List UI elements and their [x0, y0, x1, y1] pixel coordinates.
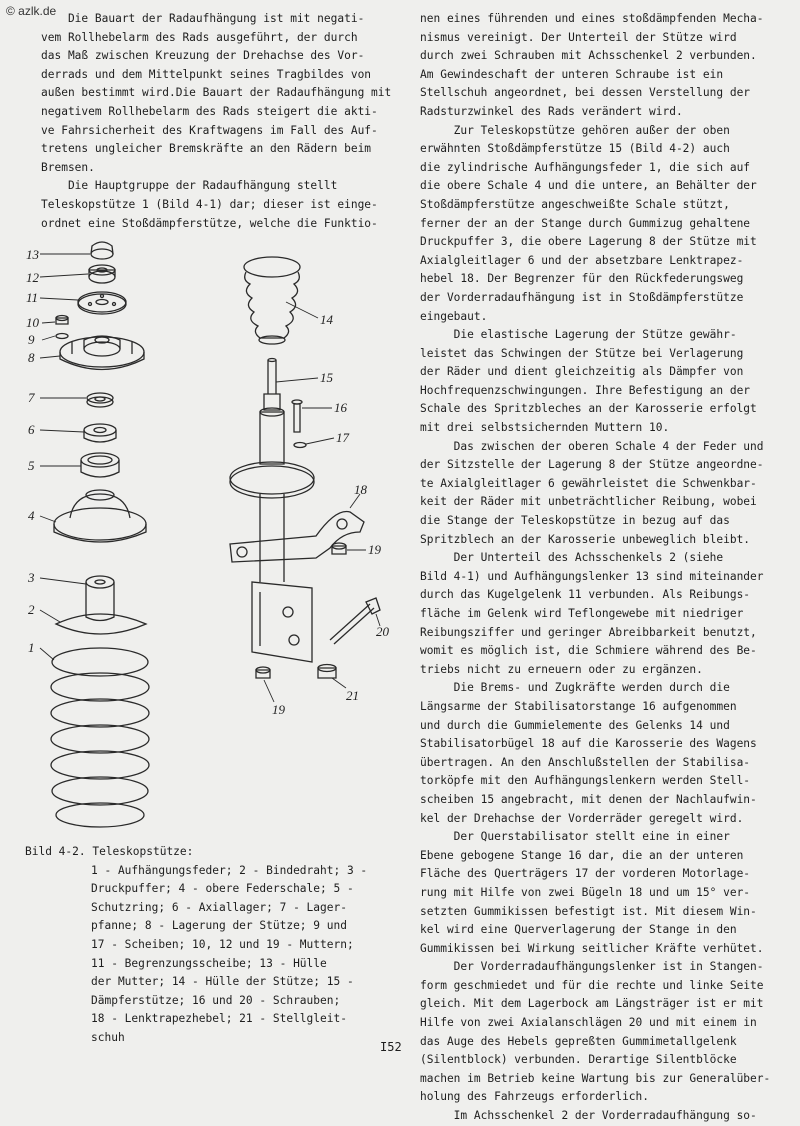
label-11: 11	[26, 290, 39, 305]
text-line: torköpfe mit den Aufhängungslenkern werden Stell-	[420, 774, 751, 788]
label-3: 3	[28, 570, 35, 585]
text-line: Das zwischen der oberen Schale 4 der Feder und	[420, 439, 764, 453]
text-line: ve Fahrsicherheit des Kraftwagens im Fall des Auf-	[41, 123, 378, 137]
text-line: erwähnten Stoßdämpferstütze 15 (Bild 4-2) auch	[420, 142, 730, 156]
text-line: gleich. Mit dem Lagerbock am Längsträger ist er mit	[420, 997, 764, 1011]
text-line: Gummikissen bei Wirkung seitlicher Kräfte verhütet.	[420, 941, 764, 955]
text-line: Zur Teleskopstütze gehören außer der oben	[420, 123, 730, 137]
part-9-washer	[56, 334, 68, 339]
text-line: Druckpuffer 3, die obere Lagerung 8 der Stütze mit	[420, 235, 757, 249]
text-line: Die elastische Lagerung der Stütze gewähr-	[420, 328, 737, 342]
text-line: das Auge des Hebels gepreßten Gummimetallgelenk	[420, 1034, 737, 1048]
part-13-nut-cap	[91, 242, 113, 259]
text-line: Bremsen.	[41, 160, 95, 174]
text-line: außen bestimmt wird.Die Bauart der Radaufhängung mit	[41, 86, 392, 100]
label-19-lower: 19	[272, 702, 285, 717]
figure-caption	[25, 843, 385, 1048]
text-line: keit der Räder mit unbeträchtlicher Reibung, wobei	[420, 495, 757, 509]
text-line: die zylindrische Aufhängungsfeder 1, die sich auf	[420, 160, 751, 174]
text-line: scheiben 15 angebracht, mit denen der Nachlaufwin-	[420, 792, 757, 806]
text-line: form geschmiedet und für die rechte und linke Seite	[420, 978, 764, 992]
caption-line: Schutzring; 6 - Axiallager; 7 - Lager-	[91, 900, 347, 914]
part-17-washer	[294, 443, 306, 448]
label-18: 18	[354, 482, 367, 497]
label-6: 6	[28, 422, 35, 437]
text-line: Bild 4-1) und Aufhängungslenker 13 sind miteinander	[420, 569, 764, 583]
caption-line: 1 - Aufhängungsfeder; 2 - Bindedraht; 3 -	[91, 863, 368, 877]
text-line: mit drei selbstsichernden Muttern 10.	[420, 421, 670, 435]
text-line: Radsturzwinkel des Rads verändert wird.	[420, 104, 683, 118]
text-line: Fläche des Querträgers 17 der vorderen Motorlage-	[420, 867, 751, 881]
part-14-strut-boot	[244, 257, 300, 344]
text-line: setzten Gummikissen befestigt ist. Mit diesem Win-	[420, 904, 757, 918]
text-line: der Vorderradaufhängung ist in Stoßdämpferstütze	[420, 290, 744, 304]
text-line: der Räder und dient gleichzeitig als Dämpfer von	[420, 365, 744, 379]
caption-title: Bild 4-2. Teleskopstütze:	[25, 845, 194, 858]
text-line: übertragen. An den Anschlußstellen der Stabilisa-	[420, 755, 751, 769]
text-line: nismus vereinigt. Der Unterteil der Stütze wird	[420, 30, 737, 44]
part-11-limiter-disc	[78, 292, 126, 314]
part-4-upper-spring-seat	[54, 490, 146, 542]
part-20-bolt	[330, 598, 380, 644]
text-line: Axialgleitlager 6 und der absetzbare Lenktrapez-	[420, 253, 744, 267]
text-line: Am Gewindeschaft der unteren Schraube ist ein	[420, 67, 724, 81]
label-16: 16	[334, 400, 347, 415]
text-line: vem Rollhebelarm des Rads ausgeführt, der durch	[41, 30, 358, 44]
watermark: © azlk.de	[6, 4, 57, 18]
part-5-protective-ring	[81, 453, 119, 477]
text-line: Die Brems- und Zugkräfte werden durch die	[420, 681, 730, 695]
text-line: Hochfrequenzschwingungen. Ihre Befestigung an der	[420, 383, 751, 397]
part-16-bolt	[292, 400, 302, 432]
text-line: Der Querstabilisator stellt eine in einer	[420, 830, 730, 844]
text-line: derrads und dem Mittelpunkt seines Tragbildes von	[41, 67, 372, 81]
text-line: hebel 18. Der Begrenzer für den Rückfederungsweg	[420, 272, 744, 286]
label-8: 8	[28, 350, 35, 365]
caption-line: 11 - Begrenzungsscheibe; 13 - Hülle	[91, 956, 327, 970]
text-line: ordnet eine Stoßdämpferstütze, welche die Funktio-	[41, 216, 378, 230]
text-line: negativem Rollhebelarm des Rads steigert die akti-	[41, 104, 378, 118]
label-9: 9	[28, 332, 35, 347]
text-line: Die Hauptgruppe der Radaufhängung stellt	[41, 179, 338, 193]
label-1: 1	[28, 640, 35, 655]
part-15-damper-strut	[230, 359, 314, 663]
caption-line: schuh	[91, 1030, 125, 1044]
part-2-binding-wire	[56, 614, 146, 634]
text-line: Längsarme der Stabilisatorstange 16 aufgenommen	[420, 699, 737, 713]
text-line: (Silentblock) verbunden. Derartige Silentblöcke	[420, 1053, 737, 1067]
text-line: eingebaut.	[420, 309, 488, 323]
part-8-strut-mount	[60, 336, 144, 370]
text-line: Hilfe von zwei Axialanschlägen 20 und mit einem in	[420, 1016, 757, 1030]
text-line: tretens ungleicher Bremskräfte an den Rädern beim	[41, 142, 372, 156]
text-line: Im Achsschenkel 2 der Vorderradaufhängung so-	[420, 1109, 757, 1123]
text-line: ferner der an der Stange durch Gummizug gehaltene	[420, 216, 751, 230]
label-2: 2	[28, 602, 35, 617]
text-line: kel der Drehachse der Vorderräder geregelt wird.	[420, 811, 744, 825]
text-line: triebs nicht zu erneuern oder zu ergänzen.	[420, 662, 703, 676]
text-line: Ebene gebogene Stange 16 dar, die an der unteren	[420, 848, 744, 862]
part-7-bearing-cup	[87, 393, 113, 407]
part-6-axial-bearing	[84, 424, 116, 442]
label-10: 10	[26, 315, 39, 330]
caption-line: Dämpferstütze; 16 und 20 - Schrauben;	[91, 993, 341, 1007]
label-20: 20	[376, 624, 389, 639]
text-line: Reibungsziffer und geringer Abreibbarkeit benutzt,	[420, 625, 757, 639]
text-line: durch das Kugelgelenk 11 verbunden. Als Reibungs-	[420, 588, 751, 602]
caption-line: 17 - Scheiben; 10, 12 und 19 - Muttern;	[91, 937, 354, 951]
label-14: 14	[320, 312, 333, 327]
label-12: 12	[26, 270, 39, 285]
text-line: holung des Fahrzeugs erforderlich.	[420, 1090, 650, 1104]
text-line: Schale des Spritzbleches an der Karosserie erfolgt	[420, 402, 757, 416]
left-column-text	[41, 10, 391, 233]
caption-line: 18 - Lenktrapezhebel; 21 - Stellgleit-	[91, 1012, 347, 1026]
part-19-nut-lower	[256, 667, 270, 678]
text-line: fläche im Gelenk wird Teflongewebe mit niedriger	[420, 607, 744, 620]
text-line: nen eines führenden und eines stoßdämpfenden Mecha-	[420, 12, 764, 25]
text-line: Stellschuh angeordnet, bei dessen Verstellung der	[420, 86, 751, 100]
label-19: 19	[368, 542, 381, 557]
text-line: Spritzblech an der Karosserie unbeweglich bleibt.	[420, 532, 751, 546]
label-17: 17	[336, 430, 349, 445]
label-7: 7	[28, 390, 35, 405]
page-number: I52	[380, 1040, 402, 1054]
part-21-adjusting-shoe	[318, 665, 336, 679]
text-line: machen im Betrieb keine Wartung bis zur Generalüber-	[420, 1071, 771, 1085]
text-line: Die Bauart der Radaufhängung ist mit negati-	[41, 12, 365, 25]
text-line: die obere Schale 4 und die untere, an Behälter der	[420, 179, 757, 193]
caption-line: Druckpuffer; 4 - obere Federschale; 5 -	[91, 882, 354, 896]
part-12-nut	[89, 265, 115, 283]
text-line: leistet das Schwingen der Stütze bei Verlagerung	[420, 346, 744, 360]
text-line: durch zwei Schrauben mit Achsschenkel 2 verbunden.	[420, 49, 757, 63]
text-line: rung mit Hilfe von zwei Bügeln 18 und um 15° ver-	[420, 885, 751, 899]
caption-line: der Mutter; 14 - Hülle der Stütze; 15 -	[91, 975, 354, 989]
text-line: und durch die Gummielemente des Gelenks 14 und	[420, 718, 730, 732]
text-line: Teleskopstütze 1 (Bild 4-1) dar; dieser ist einge-	[41, 197, 378, 211]
right-column-text	[420, 10, 795, 1126]
text-line: Der Vorderradaufhängungslenker ist in Stangen-	[420, 960, 764, 974]
text-line: te Axialgleitlager 6 gewährleistet die Schwenkbar-	[420, 476, 757, 490]
text-line: die Stange der Teleskopstütze in bezug auf das	[420, 514, 730, 528]
label-4: 4	[28, 508, 35, 523]
text-line: Der Unterteil des Achsschenkels 2 (siehe	[420, 551, 724, 565]
label-21: 21	[346, 688, 359, 703]
text-line: Stoßdämpferstütze angeschweißte Schale stützt,	[420, 197, 730, 211]
part-10-nut	[56, 316, 68, 325]
telescopic-strut-exploded-diagram	[20, 232, 415, 840]
text-line: Stabilisatorbügel 18 auf die Karosserie des Wagens	[420, 737, 757, 751]
text-line: das Maß zwischen Kreuzung der Drehachse des Vor-	[41, 49, 365, 63]
text-line: kel wird eine Querverlagerung der Stange in den	[420, 923, 737, 937]
label-13: 13	[26, 247, 39, 262]
caption-line: pfanne; 8 - Lagerung der Stütze; 9 und	[91, 919, 347, 933]
label-5: 5	[28, 458, 35, 473]
part-19-nut	[332, 543, 346, 554]
label-15: 15	[320, 370, 333, 385]
text-line: der Sitzstelle der Lagerung 8 der Stütze angeordne-	[420, 458, 764, 472]
text-line: womit es möglich ist, die Schmiere während des Be-	[420, 644, 757, 658]
part-1-coil-spring	[51, 648, 149, 827]
